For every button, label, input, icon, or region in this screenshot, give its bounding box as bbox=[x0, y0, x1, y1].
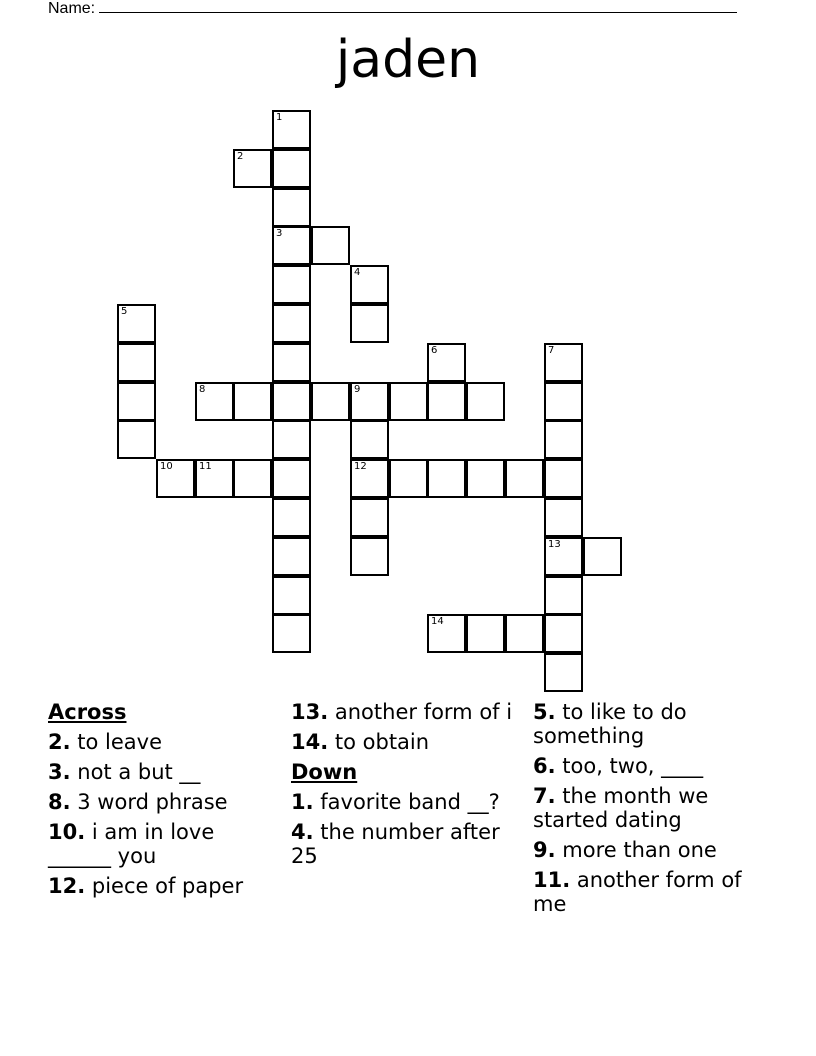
clue-number: 6. bbox=[533, 754, 556, 778]
grid-cell[interactable] bbox=[505, 614, 544, 653]
clue-item bbox=[291, 700, 526, 724]
grid-cell[interactable] bbox=[272, 459, 311, 498]
grid-cell[interactable] bbox=[544, 459, 583, 498]
clues-column-2 bbox=[291, 700, 526, 874]
clue-text: piece of paper bbox=[85, 874, 244, 898]
clue-number: 12. bbox=[48, 874, 86, 898]
clue-item bbox=[533, 700, 768, 748]
grid-cell[interactable] bbox=[117, 304, 156, 343]
grid-cell[interactable] bbox=[272, 110, 311, 149]
grid-cell[interactable] bbox=[544, 614, 583, 653]
grid-cell[interactable] bbox=[195, 382, 234, 421]
clue-item bbox=[291, 790, 526, 814]
clue-item bbox=[533, 868, 768, 916]
clue-number: 1. bbox=[291, 790, 314, 814]
cell-number: 2 bbox=[237, 151, 244, 162]
grid-cell[interactable] bbox=[272, 420, 311, 459]
clue-text: not a but __ bbox=[70, 760, 201, 784]
grid-cell[interactable] bbox=[466, 459, 505, 498]
clue-text: more than one bbox=[555, 838, 717, 862]
clue-item bbox=[533, 754, 768, 778]
grid-cell[interactable] bbox=[272, 498, 311, 537]
grid-cell[interactable] bbox=[505, 459, 544, 498]
clue-text: the month we started dating bbox=[533, 784, 709, 832]
clue-item bbox=[48, 820, 283, 868]
grid-cell[interactable] bbox=[350, 265, 389, 304]
name-label: Name: bbox=[48, 0, 96, 17]
clue-number: 4. bbox=[291, 820, 314, 844]
grid-cell[interactable] bbox=[117, 420, 156, 459]
clue-number: 11. bbox=[533, 868, 571, 892]
cell-number: 14 bbox=[431, 616, 444, 627]
grid-cell[interactable] bbox=[272, 265, 311, 304]
cell-number: 4 bbox=[354, 267, 361, 278]
clue-number: 7. bbox=[533, 784, 556, 808]
clue-item bbox=[291, 730, 526, 754]
clue-text: to obtain bbox=[328, 730, 430, 754]
grid-cell[interactable] bbox=[272, 226, 311, 265]
grid-cell[interactable] bbox=[233, 149, 272, 188]
clue-item bbox=[291, 820, 526, 868]
grid-cell[interactable] bbox=[427, 343, 466, 382]
grid-cell[interactable] bbox=[272, 188, 311, 227]
clues-column-1 bbox=[48, 700, 283, 904]
clue-item bbox=[48, 874, 283, 898]
grid-cell[interactable] bbox=[544, 653, 583, 692]
grid-cell[interactable] bbox=[350, 537, 389, 576]
grid-cell[interactable] bbox=[117, 343, 156, 382]
clue-text: too, two, ____ bbox=[555, 754, 704, 778]
grid-cell[interactable] bbox=[272, 614, 311, 653]
clue-item bbox=[48, 760, 283, 784]
grid-cell[interactable] bbox=[544, 498, 583, 537]
clue-number: 8. bbox=[48, 790, 71, 814]
grid-cell[interactable] bbox=[272, 304, 311, 343]
clue-number: 3. bbox=[48, 760, 71, 784]
grid-cell[interactable] bbox=[544, 382, 583, 421]
cell-number: 3 bbox=[276, 228, 283, 239]
clue-item bbox=[533, 838, 768, 862]
clue-section-header: Across bbox=[48, 700, 127, 724]
clue-number: 2. bbox=[48, 730, 71, 754]
clues-column-3 bbox=[533, 700, 768, 922]
cell-number: 10 bbox=[160, 461, 173, 472]
grid-cell[interactable] bbox=[272, 537, 311, 576]
clue-item bbox=[533, 784, 768, 832]
page-title: jaden bbox=[335, 30, 481, 90]
grid-cell[interactable] bbox=[583, 537, 622, 576]
grid-cell[interactable] bbox=[466, 614, 505, 653]
grid-cell[interactable] bbox=[427, 614, 466, 653]
clue-item bbox=[48, 730, 283, 754]
grid-cell[interactable] bbox=[156, 459, 195, 498]
grid-cell[interactable] bbox=[350, 498, 389, 537]
grid-cell[interactable] bbox=[544, 576, 583, 615]
grid-cell[interactable] bbox=[544, 537, 583, 576]
grid-cell[interactable] bbox=[311, 226, 350, 265]
clue-number: 9. bbox=[533, 838, 556, 862]
grid-cell[interactable] bbox=[272, 576, 311, 615]
clue-section-header: Down bbox=[291, 760, 358, 784]
clue-number: 14. bbox=[291, 730, 329, 754]
clue-text: another form of me bbox=[533, 868, 742, 916]
grid-cell[interactable] bbox=[544, 343, 583, 382]
cell-number: 1 bbox=[276, 112, 283, 123]
grid-cell[interactable] bbox=[389, 382, 428, 421]
grid-cell[interactable] bbox=[195, 459, 234, 498]
clue-item bbox=[48, 790, 283, 814]
cell-number: 5 bbox=[121, 306, 128, 317]
clue-text: the number after 25 bbox=[291, 820, 500, 868]
grid-cell[interactable] bbox=[233, 459, 272, 498]
cell-number: 9 bbox=[354, 384, 361, 395]
grid-cell[interactable] bbox=[544, 420, 583, 459]
grid-cell[interactable] bbox=[272, 343, 311, 382]
grid-cell[interactable] bbox=[466, 382, 505, 421]
grid-cell[interactable] bbox=[427, 382, 466, 421]
grid-cell[interactable] bbox=[272, 382, 311, 421]
grid-cell[interactable] bbox=[389, 459, 428, 498]
cell-number: 6 bbox=[431, 345, 438, 356]
cell-number: 11 bbox=[199, 461, 212, 472]
cell-number: 7 bbox=[548, 345, 555, 356]
clue-text: i am in love ______ you bbox=[48, 820, 215, 868]
clue-number: 13. bbox=[291, 700, 329, 724]
clue-text: to like to do something bbox=[533, 700, 687, 748]
cell-number: 8 bbox=[199, 384, 206, 395]
grid-cell[interactable] bbox=[350, 382, 389, 421]
grid-cell[interactable] bbox=[350, 420, 389, 459]
grid-cell[interactable] bbox=[272, 149, 311, 188]
grid-cell[interactable] bbox=[350, 459, 389, 498]
grid-cell[interactable] bbox=[117, 382, 156, 421]
clue-text: 3 word phrase bbox=[70, 790, 228, 814]
grid-cell[interactable] bbox=[233, 382, 272, 421]
cell-number: 13 bbox=[548, 539, 561, 550]
grid-cell[interactable] bbox=[350, 304, 389, 343]
clue-text: to leave bbox=[70, 730, 162, 754]
cell-number: 12 bbox=[354, 461, 367, 472]
grid-cell[interactable] bbox=[427, 459, 466, 498]
grid-cell[interactable] bbox=[311, 382, 350, 421]
clue-number: 5. bbox=[533, 700, 556, 724]
clue-text: favorite band __? bbox=[313, 790, 500, 814]
clue-number: 10. bbox=[48, 820, 86, 844]
clue-text: another form of i bbox=[328, 700, 513, 724]
